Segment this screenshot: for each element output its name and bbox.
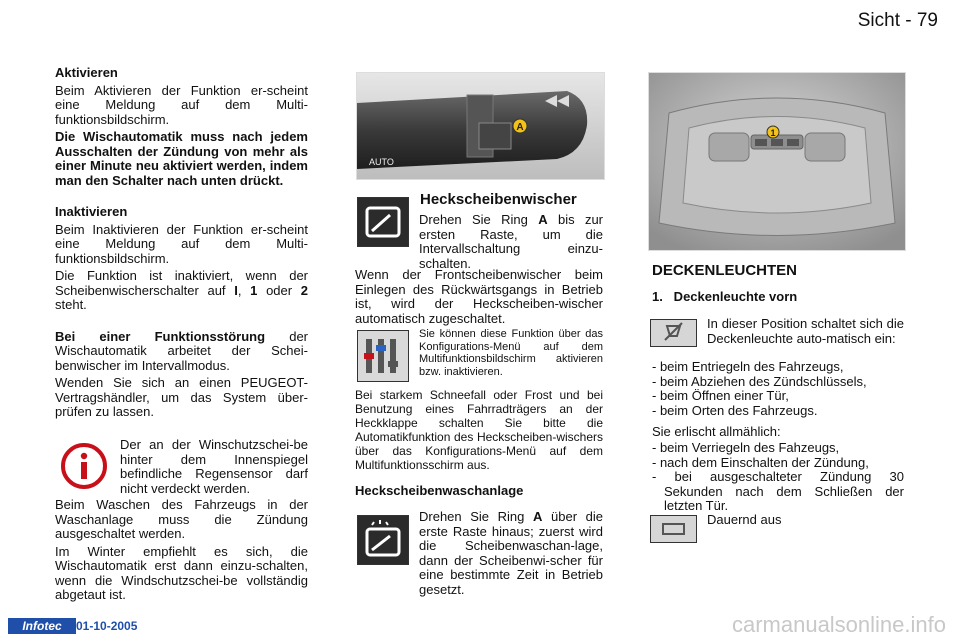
column-left [55, 66, 308, 420]
deck-subheading: 1. Deckenleuchte vorn [652, 289, 798, 304]
wasch-a3: über die erste Raste hinaus; zuerst wird die Scheibenwaschan-lage, dann der Scheibenwi-scher für eine bestimmte Zeit in Betrieb gesetzt. [419, 509, 604, 597]
stoerung-rest: der Wischautomatik arbeitet der Schei-benwischer im Intervallmodus. [55, 328, 309, 373]
erlischt-text: Sie erlischt allmählich: [652, 424, 781, 439]
inaktiv-2: 2 [300, 282, 308, 298]
inaktiv-1: 1 [250, 282, 258, 298]
list-item: - beim Abziehen des Zündschlüssels, [652, 375, 904, 390]
heck-text [419, 213, 603, 271]
heck-heading: Heckscheibenwischer [420, 191, 577, 208]
auto-label: AUTO [369, 157, 394, 167]
wasch-heading: Heckscheibenwaschanlage [355, 483, 524, 498]
list-item: - beim Orten des Fahrzeugs. [652, 404, 904, 419]
inaktiv-position-text [55, 269, 308, 313]
wiper-stalk-image [356, 72, 605, 180]
inaktiv-a: Die Funktion ist inaktiviert, wenn der Scheibenwischerschalter auf [55, 268, 308, 298]
aktivieren-text: Beim Aktivieren der Funktion er-scheint eine Meldung auf dem Multi-funktionsbildschirm. [55, 82, 308, 127]
footer-date: 01-10-2005 [76, 619, 138, 633]
dome-light-image [648, 72, 906, 251]
inaktiv-oder: oder [257, 282, 301, 298]
infotec-logo: Infotec [8, 618, 76, 634]
list-item: - bei ausgeschalteter Zündung 30 Sekunden nach dem Schließen der letzten Tür. [652, 470, 904, 514]
heck-a1: Drehen Sie Ring [419, 212, 539, 227]
inaktiv-comma: , [237, 282, 251, 298]
inaktiv-end: steht. [55, 297, 87, 312]
aktivieren-heading: Aktivieren [55, 65, 118, 80]
info-icon [60, 442, 108, 490]
konfig-text: Sie können diese Funktion über das Konfigurations-Menü auf dem Multifunktionsbildschirm aktivieren bzw. inaktivieren. [419, 328, 603, 378]
page-title: Sicht - 79 [857, 10, 938, 31]
waschen-text: Beim Waschen des Fahrzeugs in der Waschanlage muss die Zündung ausgeschaltet werden. [55, 497, 308, 541]
heck-a3: bis zur ersten Raste, um die Intervallschaltung einzu-schalten. [419, 212, 604, 271]
list-item: - beim Entriegeln des Fahrzeugs, [652, 360, 904, 375]
wasch-a2: A [533, 509, 543, 524]
watermark: carmanualsonline.info [731, 612, 946, 637]
list-item: - beim Öffnen einer Tür, [652, 389, 904, 404]
rear-washer-icon [357, 515, 409, 565]
stoerung-bold: Bei einer Funktionsstörung [55, 328, 266, 344]
aktivieren-warning: Die Wischautomatik muss nach jedem Ausschalten der Zündung von mehr als einer Minute neu aktiviert werden, indem man den Schalter nach unten drückt. [55, 129, 308, 188]
schnee-text: Bei starkem Schneefall oder Frost und bei Benutzung eines Fahrradträgers an der Heckklappe schalten Sie bitte die Automatikfunktion des Heckscheiben-wischers über das Konfigurations-Menü auf dem Multifunktionsschirm aus. [355, 388, 603, 472]
rear-wiper-icon [357, 197, 409, 247]
stoerung-text [55, 330, 308, 374]
config-menu-icon [357, 330, 409, 382]
dauernd-text: Dauernd aus [707, 512, 782, 527]
list-item: - beim Verriegeln des Fahzeugs, [652, 441, 904, 456]
position-text: In dieser Position schaltet sich die Deckenleuchte auto-matisch ein: [707, 316, 904, 346]
heck-a2: A [538, 212, 548, 227]
inaktiv-i: I [234, 282, 238, 298]
inaktivieren-heading: Inaktivieren [55, 204, 128, 219]
column-left-lower [55, 498, 308, 603]
wenden-text: Wenden Sie sich an einen PEUGEOT-Vertragshändler, um das System über-prüfen zu lassen. [55, 375, 308, 419]
list-item: - nach dem Einschalten der Zündung, [652, 456, 904, 471]
dome-light-off-icon [650, 515, 697, 543]
lamp-1-label: 1 [770, 128, 776, 138]
info-note-text: Der an der Winschutzschei-be hinter dem Innenspiegel befindliche Regensensor darf nicht verdeckt werden. [120, 437, 308, 496]
list-off [652, 441, 904, 514]
wasch-a1: Drehen Sie Ring [419, 509, 534, 524]
list-on [652, 360, 904, 418]
inaktivieren-text: Beim Inaktivieren der Funktion er-scheint eine Meldung auf dem Multi-funktionsbildschirm. [55, 221, 308, 266]
dome-light-auto-icon [650, 319, 697, 347]
deck-heading: DECKENLEUCHTEN [652, 262, 798, 279]
ring-a-label: A [516, 122, 524, 133]
wenn-text: Wenn der Frontscheibenwischer beim Einlegen des Rückwärtsgangs in Betrieb ist, wird der Heckscheiben-wischer automatisch zugeschaltet. [355, 267, 603, 326]
winter-text: Im Winter empfiehlt es sich, die Wischautomatik erst dann einzu-schalten, wenn die Windschutzschei-be vollständig abgetaut ist. [55, 543, 308, 602]
wasch-text [419, 510, 603, 597]
